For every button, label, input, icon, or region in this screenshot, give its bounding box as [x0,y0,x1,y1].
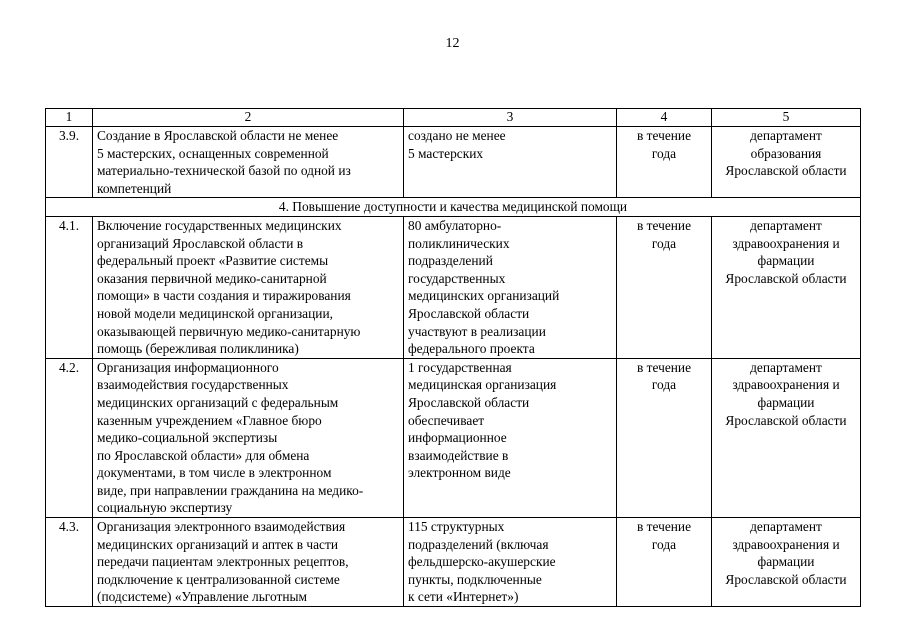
activity-line: подключение к централизованной системе [97,571,340,587]
responsible-cell [712,127,861,198]
term-line: в течение [636,359,692,375]
result-cell [404,518,617,607]
responsible-line: департамент [750,519,822,535]
section-row [46,198,861,217]
result-line: 80 амбулаторно- [408,217,502,233]
activity-cell [93,358,404,517]
responsible-line: Ярославской области [725,571,847,587]
result-line: Ярославской области [408,394,530,410]
result-line: государственных [408,270,506,286]
responsible-cell [712,358,861,517]
responsible-line: здравоохранения и [732,377,840,393]
term-line: в течение [636,519,692,535]
activity-line: казенным учреждением «Главное бюро [97,412,322,428]
activity-line: социальную экспертизу [97,500,233,516]
term-cell [617,216,712,358]
activity-line: федеральный проект «Развитие системы [97,253,329,269]
responsible-line: здравоохранения и [732,536,840,552]
activity-line: Создание в Ярославской области не менее [97,128,339,143]
activity-line: Организация информационного [97,359,279,375]
activity-line: Организация электронного взаимодействия [97,519,346,535]
row-number: 4.3. [46,518,93,607]
activity-line: Включение государственных медицинских [97,217,342,233]
responsible-cell [712,518,861,607]
responsible-line: образования [750,145,822,161]
activity-line: (подсистеме) «Управление льготным [97,589,307,605]
term-line: в течение [636,128,692,143]
activity-line: 5 мастерских, оснащенных современной [97,145,329,161]
responsible-line: фармации [757,253,815,269]
section-title: 4. Повышение доступности и качества медицинской помощи [46,198,861,217]
term-cell [617,127,712,198]
result-line: информационное [408,430,507,446]
activity-line: виде, при направлении гражданина на медико- [97,482,364,498]
result-cell [404,358,617,517]
result-line: поликлинических [408,235,510,251]
activity-cell [93,518,404,607]
term-line: года [651,235,677,251]
responsible-cell [712,216,861,358]
table-row [46,358,861,517]
header-cell-3: 3 [404,109,617,127]
term-line: года [651,536,677,552]
table-header-row [46,109,861,127]
responsible-line: департамент [750,359,822,375]
activity-line: по Ярославской области» для обмена [97,447,310,463]
activity-line: документами, в том числе в электронном [97,465,332,481]
result-line: фельдшерско-акушерские [408,554,556,570]
result-cell [404,216,617,358]
activity-line: помощи» в части создания и тиражирования [97,288,351,304]
activity-line: оказывающей первичную медико-санитарную [97,323,361,339]
responsible-line: здравоохранения и [732,235,840,251]
responsible-line: фармации [757,394,815,410]
term-line: в течение [636,217,692,233]
term-line: года [651,145,677,161]
header-cell-1: 1 [46,109,93,127]
result-line: подразделений (включая [408,536,549,552]
plan-table [45,108,861,607]
result-line: к сети «Интернет») [408,589,519,605]
result-line: обеспечивает [408,412,485,428]
activity-line: компетенций [97,180,172,196]
table-row [46,216,861,358]
result-line: взаимодействие в [408,447,509,463]
row-number: 4.2. [46,358,93,517]
result-line: электронном виде [408,465,511,481]
activity-line: организаций Ярославской области в [97,235,304,251]
activity-line: оказания первичной медико-санитарной [97,270,327,286]
responsible-line: департамент [750,128,822,143]
responsible-line: Ярославской области [725,412,847,428]
result-line: Ярославской области [408,305,530,321]
activity-cell [93,127,404,198]
row-number: 3.9. [46,127,93,198]
result-line: подразделений [408,253,493,269]
result-line: медицинская организация [408,377,557,393]
page-number: 12 [445,36,460,51]
responsible-line: Ярославской области [725,163,847,179]
activity-cell [93,216,404,358]
result-line: пункты, подключенные [408,571,542,587]
result-line: 5 мастерских [408,145,484,161]
activity-line: медицинских организаций с федеральным [97,394,339,410]
header-cell-5: 5 [712,109,861,127]
result-line: создано не менее [408,128,506,143]
activity-line: медицинских организаций и аптек в части [97,536,339,552]
activity-line: новой модели медицинской организации, [97,305,333,321]
result-line: 115 структурных [408,519,505,535]
result-line: медицинских организаций [408,288,560,304]
responsible-line: Ярославской области [725,270,847,286]
row-number: 4.1. [46,216,93,358]
result-line: участвуют в реализации [408,323,546,339]
term-cell [617,358,712,517]
table-row [46,518,861,607]
responsible-line: департамент [750,217,822,233]
header-cell-4: 4 [617,109,712,127]
activity-line: передачи пациентам электронных рецептов, [97,554,349,570]
responsible-line: фармации [757,554,815,570]
table-row [46,127,861,198]
activity-line: взаимодействия государственных [97,377,289,393]
term-line: года [651,377,677,393]
result-cell [404,127,617,198]
result-line: 1 государственная [408,359,512,375]
term-cell [617,518,712,607]
activity-line: медико-социальной экспертизы [97,430,278,446]
header-cell-2: 2 [93,109,404,127]
activity-line: материально-технической базой по одной из [97,163,351,179]
activity-line: помощь (бережливая поликлиника) [97,341,299,357]
result-line: федерального проекта [408,341,535,357]
